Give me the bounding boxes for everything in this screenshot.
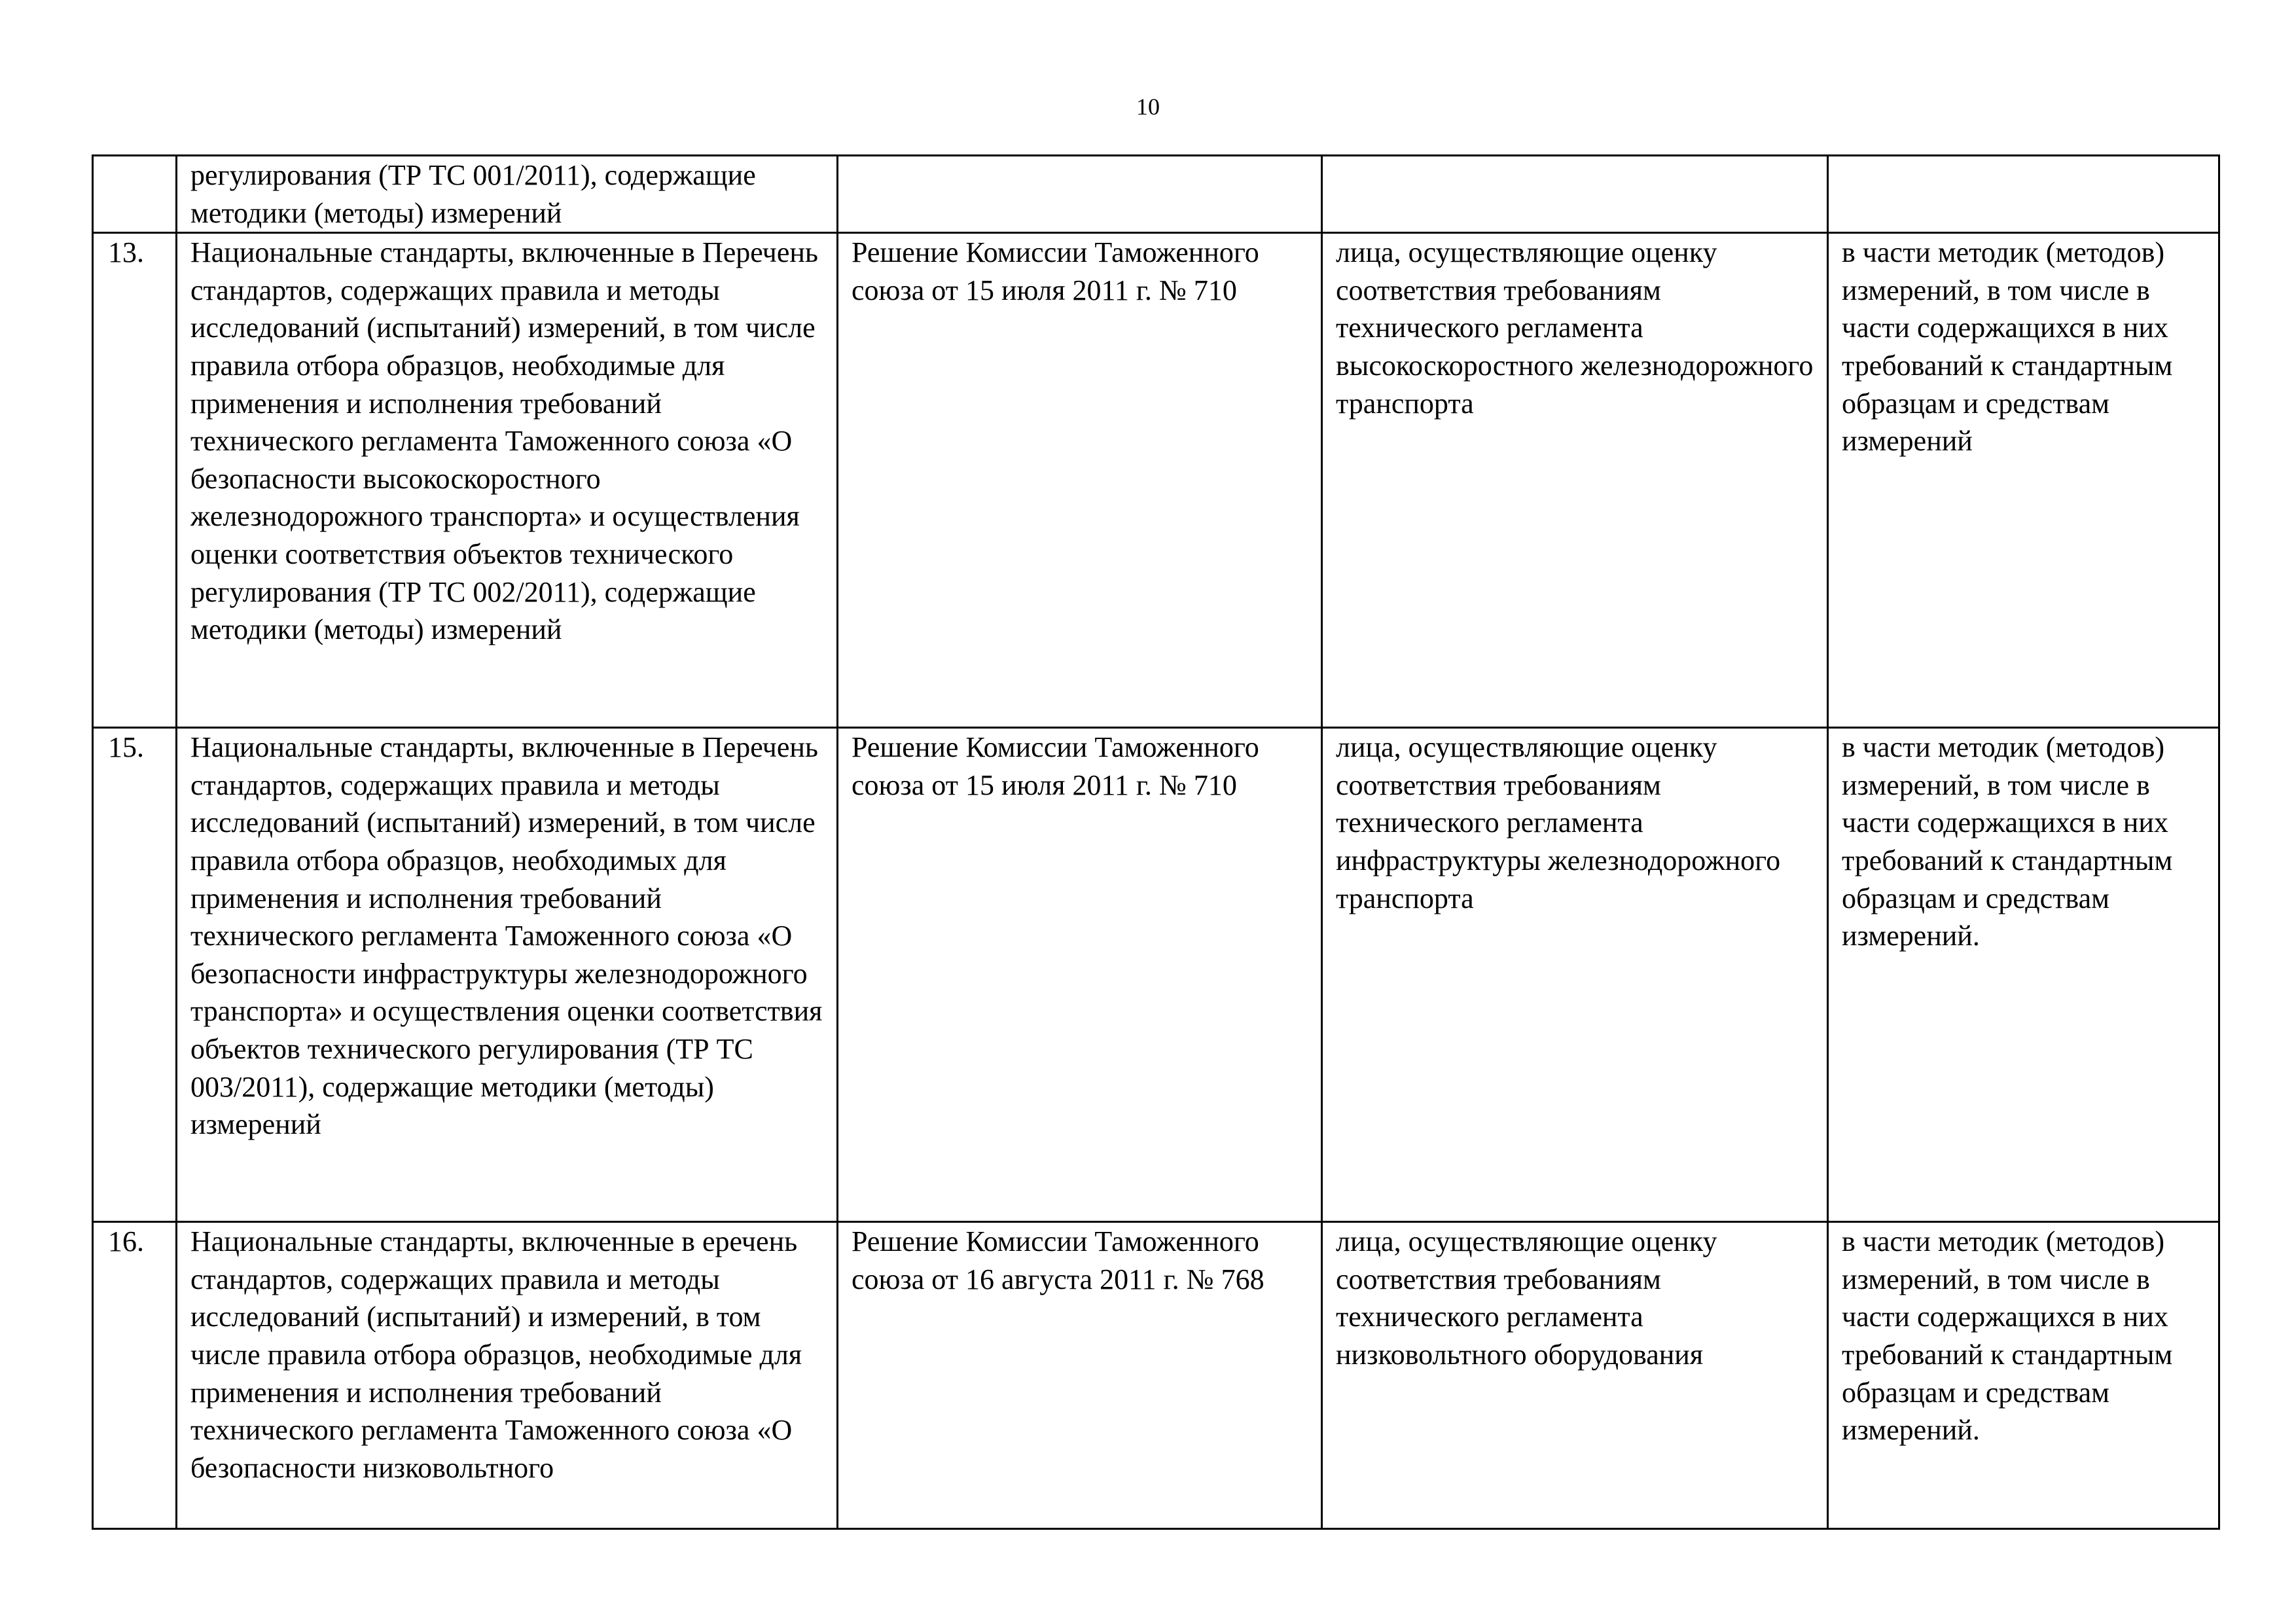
- decision-reference: Решение Комиссии Таможенного союза от 16 августа 2011 г. № 768: [838, 1222, 1322, 1529]
- page-number: 10: [1136, 94, 1160, 120]
- standard-description: регулирования (ТР ТС 001/2011), содержащие методики (методы) измерений: [177, 156, 838, 233]
- scope-note: в части методик (методов) измерений, в том числе в части содержащихся в них требований к стандартным образцам и средствам измерений.: [1828, 728, 2219, 1222]
- applicable-persons: лица, осуществляющие оценку соответствия требованиям технического регламента инфраструктуры железнодорожного транспорта: [1322, 728, 1828, 1222]
- applicable-persons: [1322, 156, 1828, 233]
- applicable-persons: лица, осуществляющие оценку соответствия требованиям технического регламента высокоскоростного железнодорожного транспорта: [1322, 233, 1828, 728]
- standard-description: Национальные стандарты, включенные в еречень стандартов, содержащих правила и методы исследований (испытаний) и измерений, в том числе правила отбора образцов, необходимые для применения и исполнения требований технического регламента Таможенного союза «О безопасности низковольтного: [177, 1222, 838, 1529]
- scope-note: в части методик (методов) измерений, в том числе в части содержащихся в них требований к стандартным образцам и средствам измерений: [1828, 233, 2219, 728]
- standard-description: Национальные стандарты, включенные в Перечень стандартов, содержащих правила и методы исследований (испытаний) измерений, в том числе правила отбора образцов, необходимых для применения и исполнения требований технического регламента Таможенного союза «О безопасности инфраструктуры железнодорожного транспорта» и осуществления оценки соответствия объектов технического регулирования (ТР ТС 003/2011), содержащие методики (методы) измерений: [177, 728, 838, 1222]
- table-row: [93, 156, 2219, 233]
- row-number: [93, 156, 177, 233]
- row-number: 15.: [93, 728, 177, 1222]
- standard-description: Национальные стандарты, включенные в Перечень стандартов, содержащих правила и методы исследований (испытаний) измерений, в том числе правила отбора образцов, необходимые для применения и исполнения требований технического регламента Таможенного союза «О безопасности высокоскоростного железнодорожного транспорта» и осуществления оценки соответствия объектов технического регулирования (ТР ТС 002/2011), содержащие методики (методы) измерений: [177, 233, 838, 728]
- row-number: 13.: [93, 233, 177, 728]
- table-row: [93, 728, 2219, 1222]
- decision-reference: Решение Комиссии Таможенного союза от 15 июля 2011 г. № 710: [838, 233, 1322, 728]
- scope-note: [1828, 156, 2219, 233]
- decision-reference: Решение Комиссии Таможенного союза от 15 июля 2011 г. № 710: [838, 728, 1322, 1222]
- row-number: 16.: [93, 1222, 177, 1529]
- decision-reference: [838, 156, 1322, 233]
- applicable-persons: лица, осуществляющие оценку соответствия требованиям технического регламента низковольтного оборудования: [1322, 1222, 1828, 1529]
- scope-note: в части методик (методов) измерений, в том числе в части содержащихся в них требований к стандартным образцам и средствам измерений.: [1828, 1222, 2219, 1529]
- table-row: [93, 1222, 2219, 1529]
- standards-table: [92, 154, 2220, 1530]
- table-row: [93, 233, 2219, 728]
